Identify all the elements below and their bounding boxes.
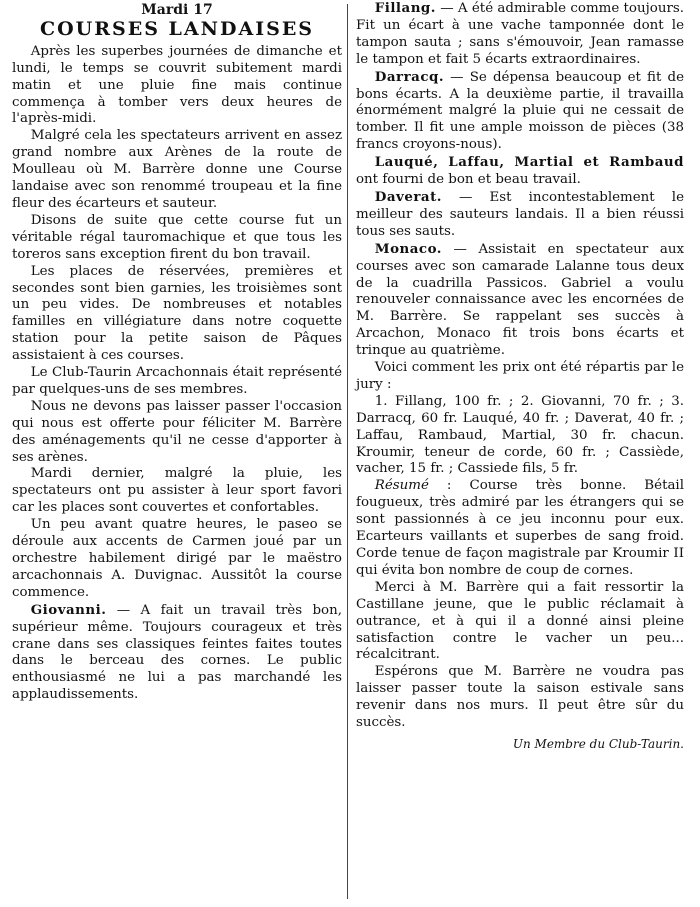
paragraph: Nous ne devons pas laisser passer l'occasion qui nous est offerte pour féliciter M. Barrère des aménagements qu'il ne cesse d'apporter à ses arènes.: [12, 398, 342, 465]
entry-monaco: [356, 241, 684, 360]
paragraph: Mardi dernier, malgré la pluie, les spectateurs ont pu assister à leur sport favori car les places sont couvertes et confortables.: [12, 466, 342, 516]
paragraph: Un peu avant quatre heures, le paseo se déroule aux accents de Carmen joué par un orchestre habilement dirigé par le maëstro arcachonnais A. Duvignac. Aussitôt la course commence.: [12, 517, 342, 600]
resume-label: Résumé: [374, 478, 429, 494]
jury-intro: Voici comment les prix ont été répartis par le jury :: [356, 360, 684, 392]
paragraph: Après les superbes journées de dimanche et lundi, le temps se couvrit subitement mardi matin et une pluie fine mais continue commença à tomber vers deux heures de l'après-midi.: [12, 43, 342, 127]
entry-group: [356, 154, 684, 189]
left-column: [12, 0, 342, 704]
entry-giovanni: [12, 602, 342, 704]
resume: [356, 478, 684, 579]
torero-text: — Se dépensa beaucoup et fit de bons écarts. A la deuxième partie, il travailla énormément malgré la pluie qui ne cessait de tomber. Il fit une ample moisson de pièces (38 francs croyons-nous).: [356, 69, 684, 153]
entry-fillang: [356, 0, 684, 69]
torero-text: — Assistait en spectateur aux courses avec son camarade Lalanne tous deux de la cuadrilla Passicos. Gabriel a voulu renouveler connaissance avec les encornées de M. Barrère. Se rappelant ses succès à Arcachon, Monaco fit trois bons écarts et trinque au quatrième.: [356, 241, 684, 359]
torero-name: Fillang.: [374, 0, 436, 16]
article-date: Mardi 17: [141, 2, 213, 18]
torero-text: ont fourni de bon et beau travail.: [356, 172, 581, 188]
paragraph: Disons de suite que cette course fut un véritable régal tauromachique et que tous les toreros sans exception firent du bon travail.: [12, 212, 342, 262]
merci-paragraph: Merci à M. Barrère qui a fait ressortir la Castillane jeune, que le public réclamait à outrance, et à qui il a donné ainsi pleine satisfaction contre le vacher un peu... récalcitrant.: [356, 579, 684, 663]
torero-name: Darracq.: [374, 68, 445, 85]
torero-name: Daverat.: [374, 188, 442, 205]
torero-text: — A fait un travail très bon, supérieur même. Toujours courageux et très crane dans ses classiques feintes faites toutes dans le berceau des cornes. Le public enthousiasmé ne lui a pas marchandé les applaudissements.: [12, 602, 342, 703]
esperons-paragraph: Espérons que M. Barrère ne voudra pas laisser passer toute la saison estivale sans revenir dans nos murs. Il peut être sûr du succès.: [356, 664, 684, 731]
torero-name: Monaco.: [374, 240, 442, 257]
resume-text: : Course très bonne. Bétail fougueux, très admiré par les étrangers qui se sont passionnés à ce jeu inconnu pour eux. Ecarteurs vaillants et superbes de sang froid. Corde tenue de façon magistrale par Kroumir II qui évita bon nombre de coup de cornes.: [356, 478, 684, 578]
jury-prizes: 1. Fillang, 100 fr. ; 2. Giovanni, 70 fr. ; 3. Darracq, 60 fr. Lauqué, 40 fr. ; Daverat, 40 fr. ; Laffau, Rambaud, Martial, 30 fr. chacun. Kroumir, teneur de corde, 60 fr. ; Cassiède, vacher, 15 fr. ; Cassiede fils, 5 fr.: [356, 393, 684, 477]
signature: Un Membre du Club-Taurin.: [512, 736, 684, 751]
article-title: COURSES LANDAISES: [39, 17, 315, 40]
torero-name: Giovanni.: [30, 601, 107, 618]
paragraph: Les places de réservées, premières et secondes sont bien garnies, les troisièmes sont un peu vides. De nombreuses et notables familles en villégiature dans notre coquette station pour la petite saison de Pâques assistaient à ces courses.: [12, 263, 342, 364]
torero-text: — Est incontestablement le meilleur des sauteurs landais. Il a bien réussi tous ses sauts.: [356, 189, 684, 239]
column-divider: [347, 4, 348, 899]
torero-text: — A été admirable comme toujours. Fit un écart à une vache tamponnée dont le tampon sauta ; sans s'émouvoir, Jean ramasse le tampon et fait 5 écarts extraordinaires.: [356, 1, 684, 67]
right-column: [356, 0, 684, 753]
torero-name: Lauqué, Laffau, Martial et Rambaud: [374, 154, 684, 171]
paragraph: Malgré cela les spectateurs arrivent en assez grand nombre aux Arènes de la route de Moulleau où M. Barrère donne une Course landaise avec son renommé troupeau et la fine fleur des écarteurs et sauteur.: [12, 128, 342, 211]
paragraph: Le Club-Taurin Arcachonnais était représenté par quelques-uns de ses membres.: [12, 365, 342, 397]
entry-daverat: [356, 189, 684, 241]
entry-darracq: [356, 69, 684, 155]
